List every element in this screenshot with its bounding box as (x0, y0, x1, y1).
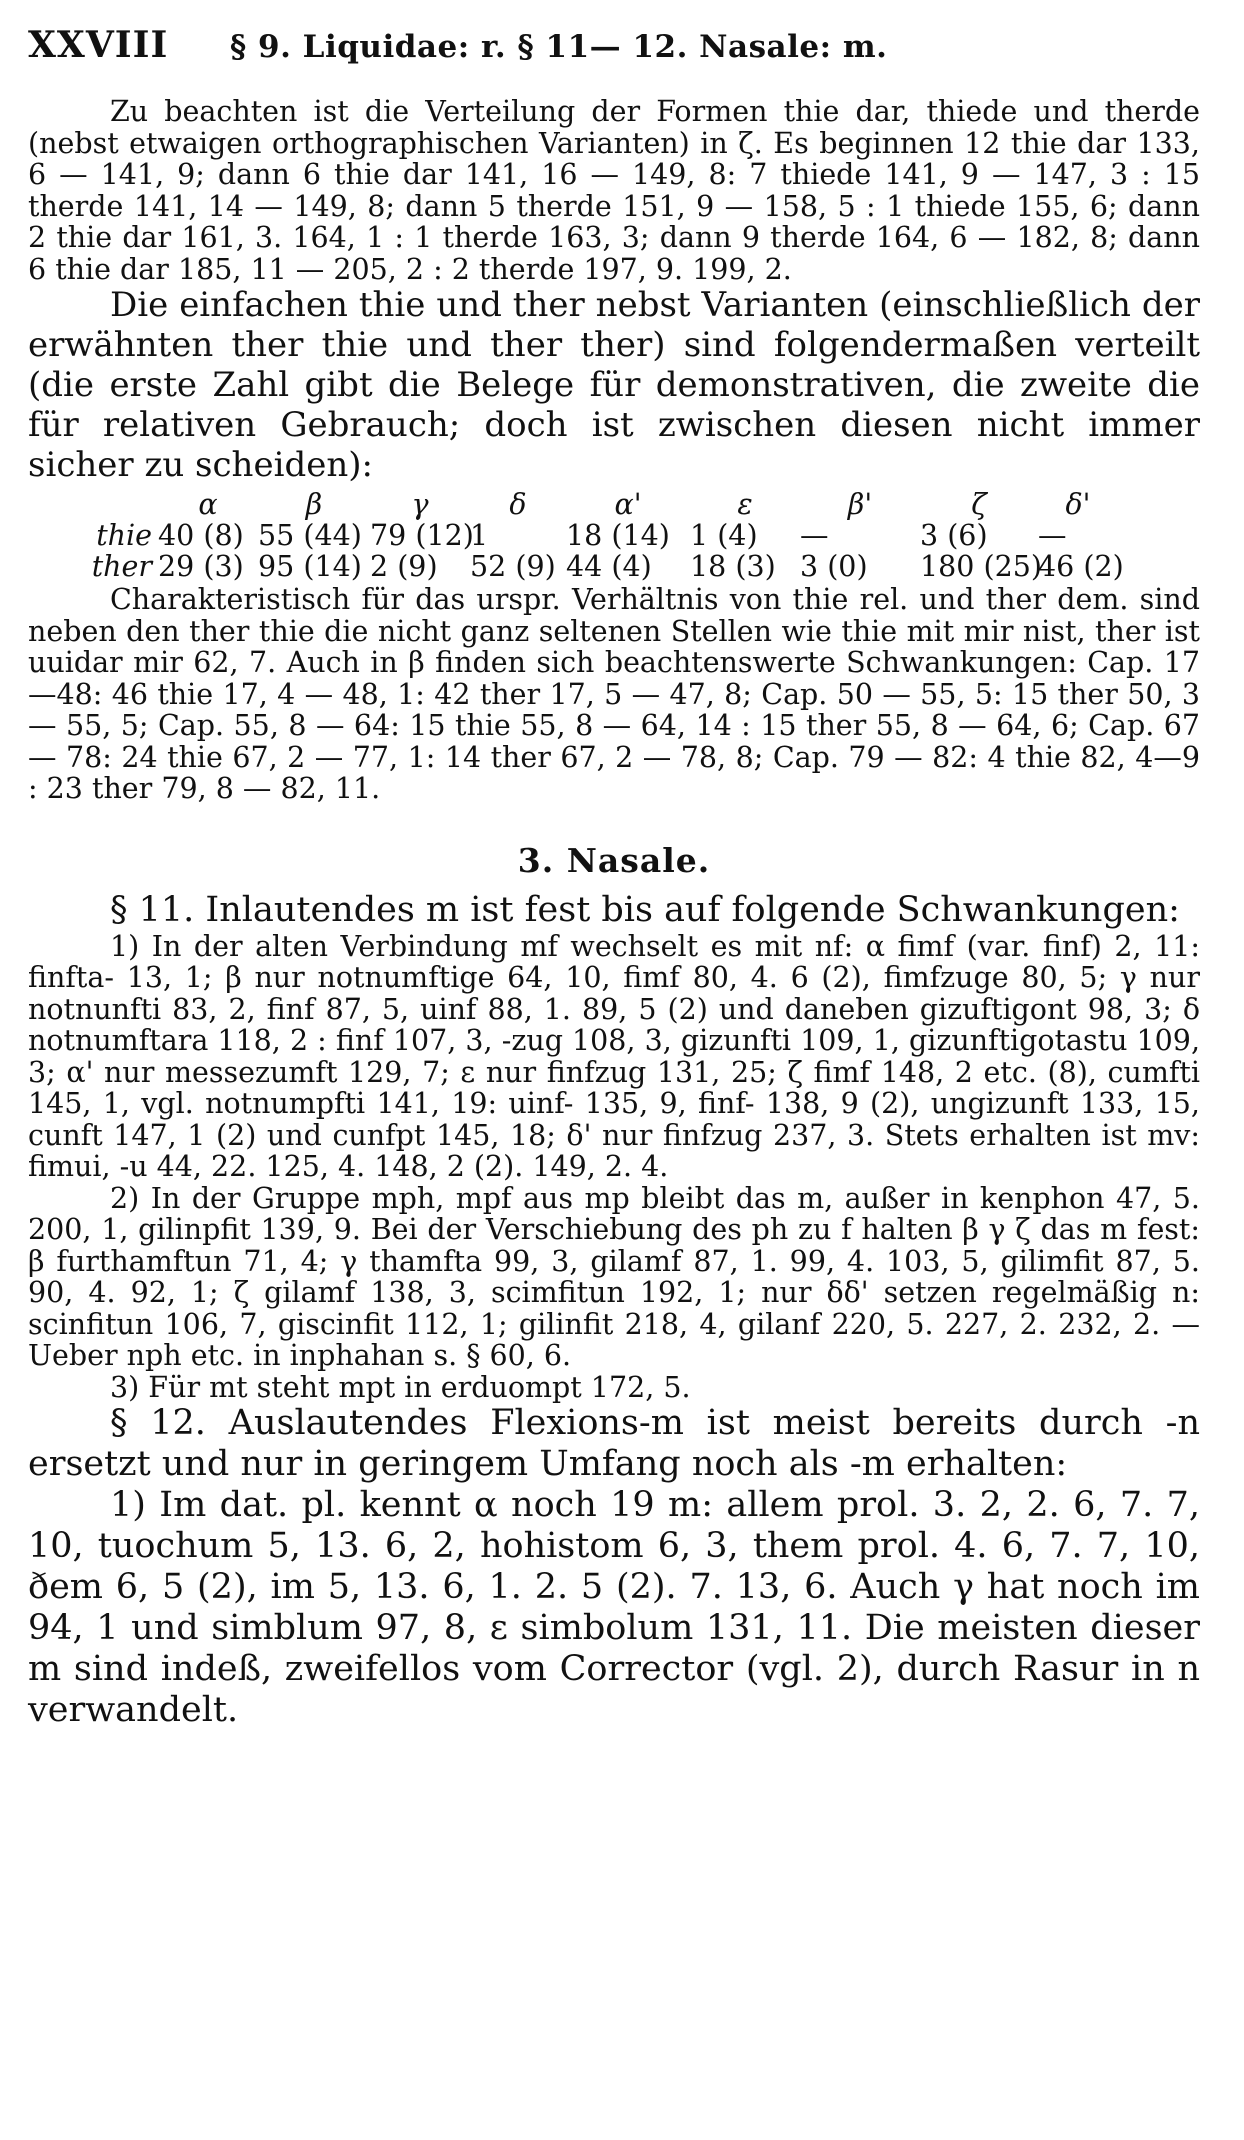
table-cell: 44 (4) (566, 550, 652, 583)
section-11-item-1: 1) In der alten Verbindung mf wechselt es mit nf: α fimf (var. finf) 2, 11: finfta- 13, 1; β nur notnumftige 64, 10, fimf 80, 4. 6 (2), fimfzuge 80, 5; γ nur notnunfti 83, 2, finf 87, 5, uinf 88, 1. 89, 5 (2) und daneben gizuftigont 98, 3; δ notnumftara 118, 2 : finf 107, 3, -zug 108, 3, gizunfti 109, 1, gizunftigotastu 109, 3; α' nur messezumft 129, 7; ε nur finfzug 131, 25; ζ fimf 148, 2 etc. (8), cumfti 145, 1, vgl. notnumpfti 141, 19: uinf- 135, 9, finf- 138, 9 (2), ungizunft 133, 15, cunft 147, 1 (2) und cunfpt 145, 18; δ' nur finfzug 237, 3. Stets erhalten ist mv: fimui, -u 44, 22. 125, 4. 148, 2 (2). 149, 2. 4. (28, 929, 1200, 1183)
page-number: XXVIII (28, 24, 169, 66)
table-cell: 52 (9) (470, 550, 556, 583)
paragraph-thie-ther-distribution: Die einfachen thie und ther nebst Varianten (einschließlich der erwähnten ther thie und ther ther) sind folgendermaßen verteilt (die erste Zahl gibt die Belege für demonstrativen, die zweite die für relativen Gebrauch; doch ist zwischen diesen nicht immer sicher zu scheiden): (28, 285, 1200, 485)
table-cell: 29 (3) (158, 550, 244, 583)
table-cell: 95 (14) (258, 550, 362, 583)
table-header: β' (847, 488, 873, 521)
page-header (28, 24, 1200, 64)
section-12-item-1: 1) Im dat. pl. kennt α noch 19 m: allem prol. 3. 2, 2. 6, 7. 7, 10, tuochum 5, 13. 6, 2, hohistom 6, 3, them prol. 4. 6, 7. 7, 10, ðem 6, 5 (2), im 5, 13. 6, 1. 2. 5 (2). 7. 13, 6. Auch γ hat noch im 94, 1 und simblum 97, 8, ε simbolum 131, 11. Die meisten dieser m sind indeß, zweifellos vom Corrector (vgl. 2), durch Rasur in n verwandelt. (28, 1485, 1200, 1730)
table-cell: 18 (14) (566, 519, 670, 552)
table-cell: — (1038, 519, 1067, 552)
table-cell: 46 (2) (1038, 550, 1124, 583)
table-header: γ (411, 488, 429, 521)
table-cell: 2 (9) (370, 550, 438, 583)
section-11-heading: § 11. Inlautendes m ist fest bis auf folgende Schwankungen: (110, 889, 1180, 930)
table-cell: 55 (44) (258, 519, 362, 552)
table-header: ζ (971, 488, 987, 521)
table-row (28, 520, 1200, 551)
table-header: α' (614, 488, 642, 521)
table-cell: 3 (0) (800, 550, 868, 583)
table-header-row (28, 489, 1200, 520)
table-row (28, 551, 1200, 582)
table-header: β (305, 488, 323, 521)
distribution-table (28, 489, 1200, 582)
row-label: thie (96, 519, 152, 552)
table-cell: 1 (4) (690, 519, 758, 552)
paragraph-distribution-forms: Zu beachten ist die Verteilung der Formen thie dar, thiede und therde (nebst etwaigen orthographischen Varianten) in ζ. Es beginnen 12 thie dar 133, 6 — 141, 9; dann 6 thie dar 141, 16 — 149, 8: 7 thiede 141, 9 — 147, 3 : 15 therde 141, 14 — 149, 8; dann 5 therde 151, 9 — 158, 5 : 1 thiede 155, 6; dann 2 thie dar 161, 3. 164, 1 : 1 therde 163, 3; dann 9 therde 164, 6 — 182, 8; dann 6 thie dar 185, 11 — 205, 2 : 2 therde 197, 9. 199, 2. (28, 95, 1200, 286)
table-cell: 3 (6) (920, 519, 988, 552)
table-header: ε (737, 488, 753, 521)
table-header: α (198, 488, 218, 521)
row-label: ther (91, 550, 152, 583)
table-cell: 180 (25) (920, 550, 1042, 583)
table-cell: 18 (3) (690, 550, 776, 583)
table-cell: 40 (8) (158, 519, 244, 552)
section-11-item-2: 2) In der Gruppe mph, mpf aus mp bleibt das m, außer in kenphon 47, 5. 200, 1, gilinpfit 139, 9. Bei der Verschiebung des ph zu f halten β γ ζ das m fest: β furthamftun 71, 4; γ thamfta 99, 3, gilamf 87, 1. 99, 4. 103, 5, gilimfit 87, 5. 90, 4. 92, 1; ζ gilamf 138, 3, scimfitun 192, 1; nur δδ' setzen regelmäßig n: scinfitun 106, 7, giscinfit 112, 1; gilinfit 218, 4, gilanf 220, 5. 227, 2. 232, 2. — Ueber nph etc. in inphahan s. § 60, 6. (28, 1181, 1200, 1372)
section-title: 3. Nasale. (517, 840, 711, 880)
table-header: δ' (1065, 488, 1091, 521)
running-title: § 9. Liquidae: r. § 11— 12. Nasale: m. (230, 29, 888, 65)
table-cell: 1 (470, 519, 489, 552)
table-cell: 79 (12) (370, 519, 474, 552)
section-12-heading: § 12. Auslautendes Flexions-m ist meist bereits durch -n ersetzt und nur in geringem Umfang noch als -m erhalten: (28, 1403, 1200, 1484)
table-header: δ (509, 488, 527, 521)
table-cell: — (800, 519, 829, 552)
paragraph-characteristic: Charakteristisch für das urspr. Verhältnis von thie rel. und ther dem. sind neben den ther thie die nicht ganz seltenen Stellen wie thie mit mir nist, ther ist uuidar mir 62, 7. Auch in β finden sich beachtenswerte Schwankungen: Cap. 17—48: 46 thie 17, 4 — 48, 1: 42 ther 17, 5 — 47, 8; Cap. 50 — 55, 5: 15 ther 50, 3 — 55, 5; Cap. 55, 8 — 64: 15 thie 55, 8 — 64, 14 : 15 ther 55, 8 — 64, 6; Cap. 67 — 78: 24 thie 67, 2 — 77, 1: 14 ther 67, 2 — 78, 8; Cap. 79 — 82: 4 thie 82, 4—9 : 23 ther 79, 8 — 82, 11. (28, 583, 1200, 805)
section-11-item-3: 3) Für mt steht mpt in erduompt 172, 5. (110, 1370, 691, 1404)
